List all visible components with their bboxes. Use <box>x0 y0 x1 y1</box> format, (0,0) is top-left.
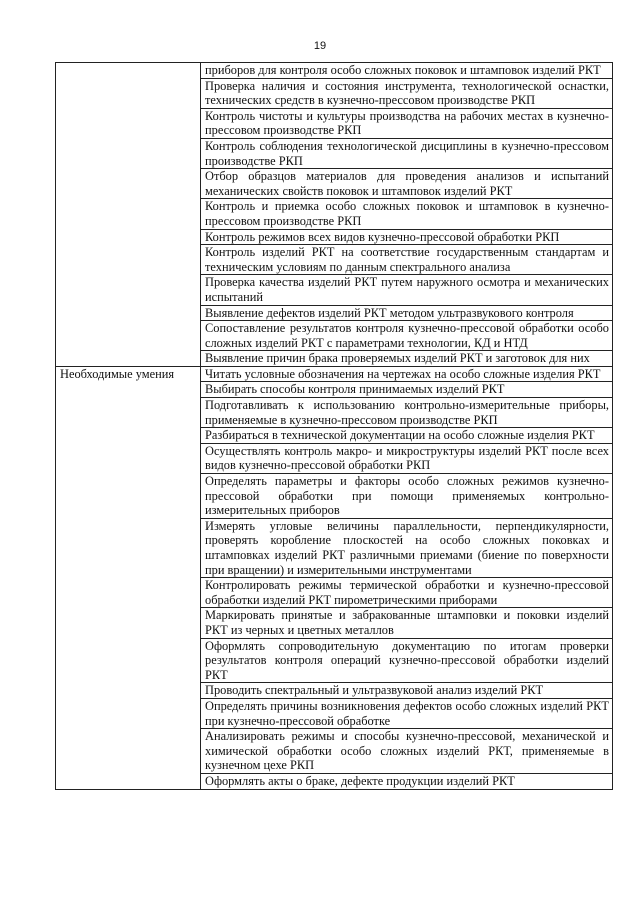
requirement-item: Выявление причин брака проверяемых изделий РКТ и заготовок для них <box>201 351 613 367</box>
requirement-item: Проверка наличия и состояния инструмента, технологической оснастки, технических средств в кузнечно-прессовом производстве РКП <box>201 78 613 108</box>
requirement-item: Маркировать принятые и забракованные штамповки и поковки изделий РКТ из черных и цветных металлов <box>201 608 613 638</box>
requirement-item: Контроль изделий РКТ на соответствие государственным стандартам и техническим условиям по данным спектрального анализа <box>201 245 613 275</box>
requirement-item: Анализировать режимы и способы кузнечно-прессовой, механической и химической обработки особо сложных изделий РКТ, применяемые в кузнечном цехе РКП <box>201 729 613 774</box>
requirement-item: Контроль чистоты и культуры производства на рабочих местах в кузнечно-прессовом производстве РКП <box>201 108 613 138</box>
requirement-item: Определять параметры и факторы особо сложных режимов кузнечно-прессовой обработки при помощи применяемых контрольно-измерительных приборов <box>201 474 613 519</box>
requirements-table <box>55 62 613 790</box>
requirement-item: Контроль и приемка особо сложных поковок и штамповок в кузнечно-прессовом производстве РКП <box>201 199 613 229</box>
requirement-item: Оформлять сопроводительную документацию по итогам проверки результатов контроля операций кузнечно-прессовой обработки изделий РКТ <box>201 638 613 683</box>
section-title: Необходимые умения <box>56 366 201 789</box>
requirement-item: Определять причины возникновения дефектов особо сложных изделий РКТ при кузнечно-прессовой обработке <box>201 698 613 728</box>
requirement-item: Оформлять акты о браке, дефекте продукции изделий РКТ <box>201 773 613 789</box>
requirement-item: Измерять угловые величины параллельности, перпендикулярности, проверять коробление плоскостей на особо сложных поковках и штамповках изделий РКТ различными приемами (биение по поверхности при вращении) и измерительными инструментами <box>201 518 613 577</box>
requirement-item: приборов для контроля особо сложных поковок и штамповок изделий РКТ <box>201 63 613 79</box>
requirement-item: Отбор образцов материалов для проведения анализов и испытаний механических свойств поковок и штамповок изделий РКТ <box>201 169 613 199</box>
requirement-item: Читать условные обозначения на чертежах на особо сложные изделия РКТ <box>201 366 613 382</box>
requirement-item: Разбираться в технической документации на особо сложные изделия РКТ <box>201 428 613 444</box>
requirement-item: Выбирать способы контроля принимаемых изделий РКТ <box>201 382 613 398</box>
requirement-item: Подготавливать к использованию контрольно-измерительные приборы, применяемые в кузнечно-прессовом производстве РКП <box>201 398 613 428</box>
requirement-item: Контроль соблюдения технологической дисциплины в кузнечно-прессовом производстве РКП <box>201 138 613 168</box>
requirement-item: Выявление дефектов изделий РКТ методом ультразвукового контроля <box>201 305 613 321</box>
requirement-item: Проводить спектральный и ультразвуковой анализ изделий РКТ <box>201 683 613 699</box>
requirement-item: Сопоставление результатов контроля кузнечно-прессовой обработки особо сложных изделий РКТ с параметрами технологии, КД и НТД <box>201 321 613 351</box>
table-row <box>56 366 613 382</box>
requirements-table-body <box>56 63 613 790</box>
table-row <box>56 63 613 79</box>
requirement-item: Контроль режимов всех видов кузнечно-прессовой обработки РКП <box>201 229 613 245</box>
requirement-item: Проверка качества изделий РКТ путем наружного осмотра и механических испытаний <box>201 275 613 305</box>
requirement-item: Контролировать режимы термической обработки и кузнечно-прессовой обработки изделий РКТ пирометрическими приборами <box>201 578 613 608</box>
page-number: 19 <box>313 40 327 52</box>
section-title <box>56 63 201 367</box>
requirement-item: Осуществлять контроль макро- и микроструктуры изделий РКТ после всех видов кузнечно-прессовой обработки РКП <box>201 443 613 473</box>
